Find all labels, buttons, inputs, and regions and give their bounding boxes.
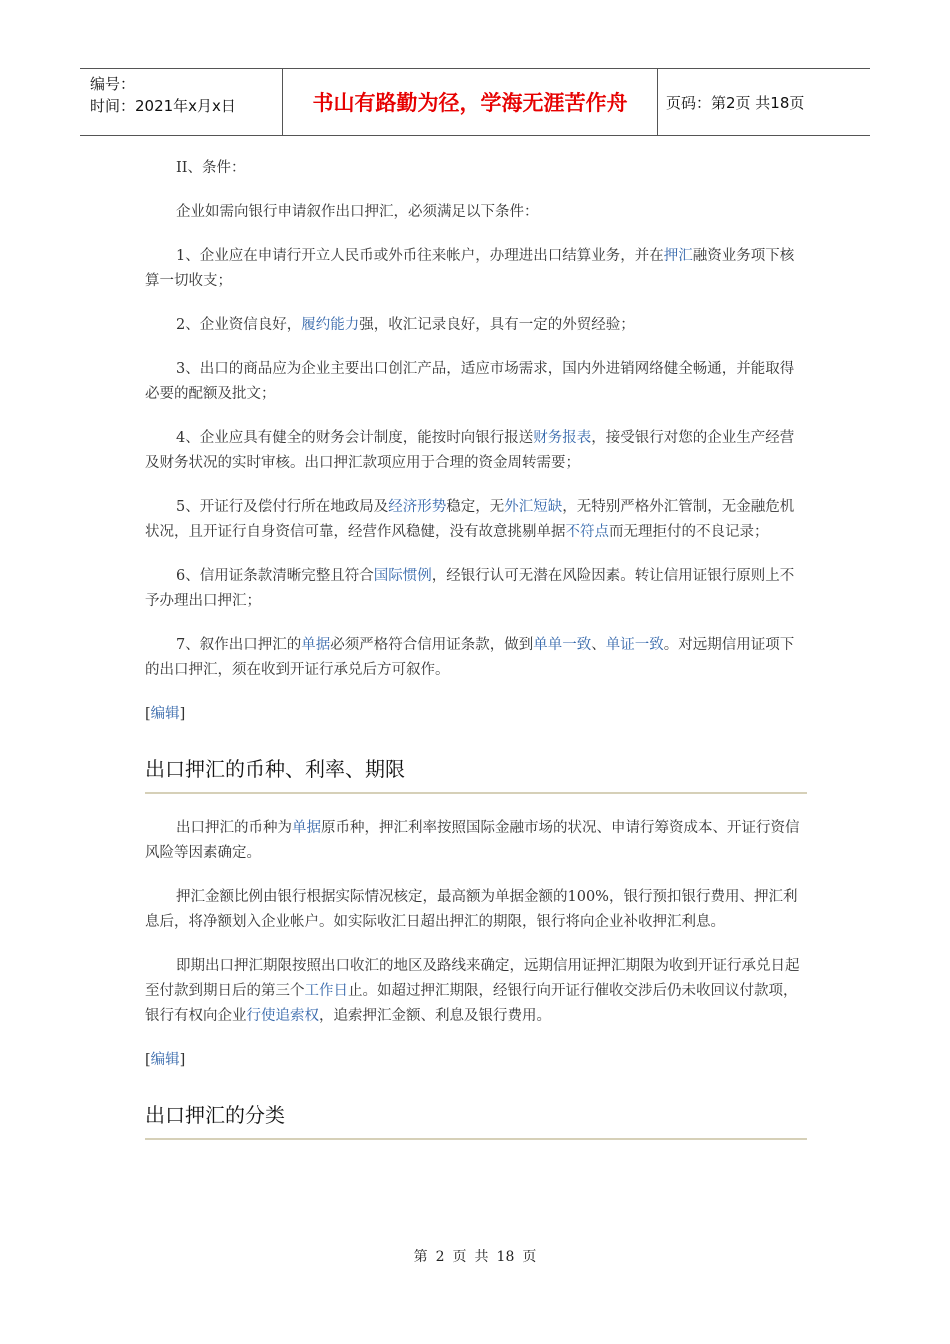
link-recourse[interactable]: 行使追索权 — [246, 1008, 319, 1024]
bracket: [ — [145, 706, 151, 722]
paragraph — [145, 244, 807, 294]
link-yahui[interactable]: 押汇 — [663, 248, 693, 264]
link-performance-ability[interactable]: 履约能力 — [301, 317, 360, 333]
edit-link[interactable]: 编辑 — [150, 1052, 180, 1068]
footer-text: 第 — [413, 1249, 428, 1265]
text: 7、叙作出口押汇的 — [176, 637, 302, 653]
header-motto: 书山有路勤为径，学海无涯苦作舟 — [283, 69, 658, 135]
text: 4、企业应具有健全的财务会计制度，能按时向银行报送 — [176, 430, 534, 446]
paragraph: II、条件： — [176, 160, 246, 176]
link-financial-statements[interactable]: 财务报表 — [533, 430, 592, 446]
paragraph — [145, 633, 807, 683]
text: 2、企业资信良好， — [176, 317, 302, 333]
paragraph — [145, 564, 807, 614]
edit-link-row — [145, 1048, 807, 1073]
text: ，经银行认可无潜在风险因素。转让信用证银行原则上不予办理出口押汇； — [145, 568, 795, 609]
link-documents-credit-consistent[interactable]: 单证一致 — [605, 637, 664, 653]
text: 融资业务项下核算一切收支； — [145, 248, 795, 289]
link-discrepancy[interactable]: 不符点 — [565, 524, 609, 540]
document-body — [145, 156, 807, 1162]
paragraph: 押汇金额比例由银行根据实际情况核定，最高额为单据金额的100%，银行预扣银行费用、押汇利息后，将净额划入企业帐户。如实际收汇日超出押汇的期限，银行将向企业补收押汇利息。 — [145, 889, 798, 930]
text: 稳定，无 — [446, 499, 505, 515]
link-documents[interactable]: 单据 — [292, 820, 321, 836]
text: 。对远期信用证项下的出口押汇，须在收到开证行承兑后方可叙作。 — [145, 637, 795, 678]
document-time: 时间：2021年x月x日 — [90, 97, 236, 115]
text: 出口押汇的币种为 — [176, 820, 292, 836]
text: 必须严格符合信用证条款，做到 — [330, 637, 534, 653]
document-number-label: 编号： — [90, 75, 136, 93]
link-documents-consistent[interactable]: 单单一致 — [533, 637, 592, 653]
link-international-practice[interactable]: 国际惯例 — [373, 568, 432, 584]
edit-link-row — [145, 702, 807, 727]
paragraph — [145, 816, 807, 866]
text: 原币种，押汇利率按照国际金融市场的状况、申请行筹资成本、开证行资信风险等因素确定。 — [145, 820, 800, 861]
link-working-day[interactable]: 工作日 — [304, 983, 348, 999]
text: 即期出口押汇期限按照出口收汇的地区及路线来确定，远期信用证押汇期限为收到开证行承兑日起至付款到期日后的第三个 — [145, 958, 800, 999]
header-meta — [80, 69, 283, 135]
text: 强，收汇记录良好，具有一定的外贸经验； — [359, 317, 635, 333]
text: 1、企业应在申请行开立人民币或外币往来帐户，办理进出口结算业务，并在 — [176, 248, 664, 264]
footer-text: 共 — [474, 1249, 489, 1265]
paragraph: 企业如需向银行申请叙作出口押汇，必须满足以下条件： — [176, 204, 539, 220]
bracket: ] — [179, 706, 186, 722]
text: 止。如超过押汇期限，经银行向开证行催收交涉后仍未收回议付款项，银行有权向企业 — [145, 983, 798, 1024]
paragraph — [145, 426, 807, 476]
section-heading: 出口押汇的币种、利率、期限 — [145, 753, 807, 794]
bracket: ] — [179, 1052, 186, 1068]
paragraph: 3、出口的商品应为企业主要出口创汇产品，适应市场需求，国内外进销网络健全畅通，并能取得必要的配额及批文； — [145, 361, 795, 402]
footer-total-pages: 18 — [496, 1249, 515, 1265]
paragraph — [145, 495, 807, 545]
text: ，无特别严格外汇管制，无金融危机状况，且开证行自身资信可靠，经营作风稳健，没有故意挑剔单据 — [145, 499, 795, 540]
text: ，追索押汇金额、利息及银行费用。 — [319, 1008, 551, 1024]
footer-text: 页 — [452, 1249, 467, 1265]
bracket: [ — [145, 1052, 151, 1068]
section-heading: 出口押汇的分类 — [145, 1099, 807, 1140]
text: ，接受银行对您的企业生产经营及财务状况的实时审核。出口押汇款项应用于合理的资金周转需要； — [145, 430, 795, 471]
header-page-info: 页码：第2页 共18页 — [666, 93, 805, 112]
footer-page-number: 2 — [435, 1249, 445, 1265]
paragraph — [145, 313, 807, 338]
page-header — [80, 68, 870, 136]
link-economic-situation[interactable]: 经济形势 — [388, 499, 447, 515]
edit-link[interactable]: 编辑 — [150, 706, 180, 722]
text: 6、信用证条款清晰完整且符合 — [176, 568, 374, 584]
text: 5、开证行及偿付行所在地政局及 — [176, 499, 389, 515]
paragraph — [145, 954, 807, 1029]
link-foreign-exchange-shortage[interactable]: 外汇短缺 — [504, 499, 563, 515]
page-footer — [0, 1246, 950, 1266]
link-documents[interactable]: 单据 — [301, 637, 331, 653]
text: 、 — [591, 637, 606, 653]
text: 而无理拒付的不良记录； — [609, 524, 769, 540]
footer-text: 页 — [522, 1249, 537, 1265]
